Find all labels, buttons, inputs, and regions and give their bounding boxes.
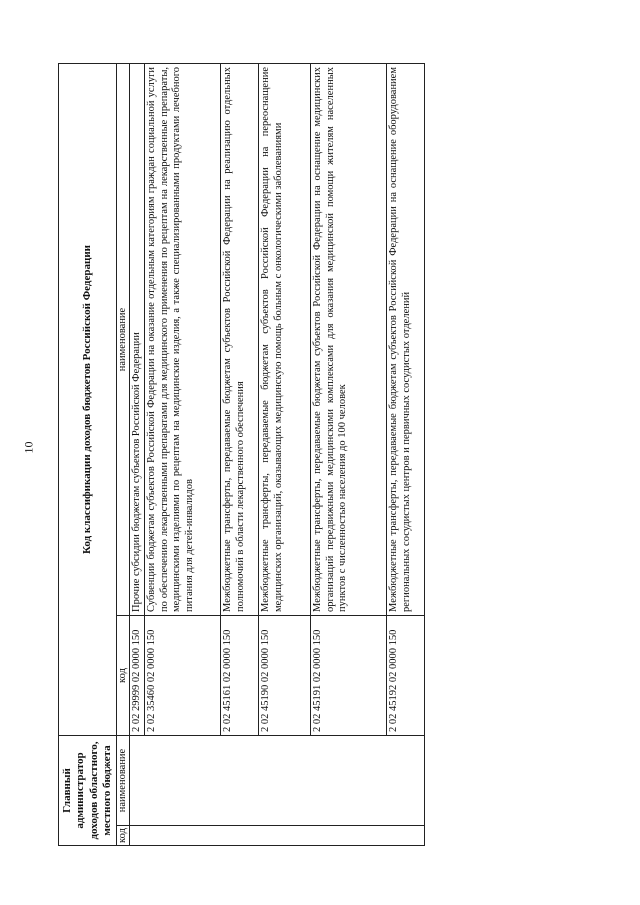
- row-code: 2 02 45191 02 0000 150: [311, 616, 387, 736]
- row-name: Прочие субсидии бюджетам субъектов Российской Федерации: [130, 64, 145, 616]
- row-name: Межбюджетные трансферты, передаваемые бюджетам субъектов Российской Федерации на реализацию отдельных полномочий в области лекарственного обеспечения: [221, 64, 259, 616]
- rotated-table-container: [58, 64, 458, 846]
- subheader-row: [117, 64, 130, 846]
- row-code: 2 02 45190 02 0000 150: [259, 616, 311, 736]
- subheader-code-2: код: [117, 616, 130, 736]
- admin-code-cell: [130, 826, 425, 846]
- table-row: [130, 64, 145, 846]
- row-name: Межбюджетные трансферты, передаваемые бюджетам субъектов Российской Федерации на переоснащение медицинских организаций, оказывающих медицинскую помощь больным с онкологическими заболеваниями: [259, 64, 311, 616]
- table-row: [221, 64, 259, 846]
- header-classification: Код классификации доходов бюджетов Российской Федерации: [59, 64, 117, 736]
- row-code: 2 02 45161 02 0000 150: [221, 616, 259, 736]
- table-row: [259, 64, 311, 846]
- subheader-name-2: наименование: [117, 64, 130, 616]
- row-name: Межбюджетные трансферты, передаваемые бюджетам субъектов Российской Федерации на оснащение медицинских организаций передвижными медицинскими комплексами для оказания медицинской помощи жителям населенных пунктов с численностью населения до 100 человек: [311, 64, 387, 616]
- row-code: 2 02 35460 02 0000 150: [145, 616, 221, 736]
- subheader-name: наименование: [117, 736, 130, 826]
- table-row: [387, 64, 425, 846]
- row-name: Межбюджетные трансферты, передаваемые бюджетам субъектов Российской Федерации на оснащение оборудованием региональных сосудистых центров и первичных сосудистых отделений: [387, 64, 425, 616]
- table-row: [145, 64, 221, 846]
- subheader-code: код: [117, 826, 130, 846]
- admin-name-cell: [130, 736, 425, 826]
- row-name: Субвенции бюджетам субъектов Российской Федерации на оказание отдельным категориям граждан социальной услуги по обеспечению лекарственными препаратами для медицинского применения по рецептам на лекарственные препараты, медицинскими изделиями по рецептам на медицинские изделия, а также специализированными продуктами лечебного питания для детей-инвалидов: [145, 64, 221, 616]
- row-code: 2 02 45192 02 0000 150: [387, 616, 425, 736]
- header-admin: Главный администратор доходов областного, местного бюджета: [59, 736, 117, 846]
- revenue-classification-table: [58, 63, 425, 846]
- table-row: [311, 64, 387, 846]
- page-number: 10: [21, 441, 36, 454]
- header-row: [59, 64, 117, 846]
- row-code: 2 02 29999 02 0000 150: [130, 616, 145, 736]
